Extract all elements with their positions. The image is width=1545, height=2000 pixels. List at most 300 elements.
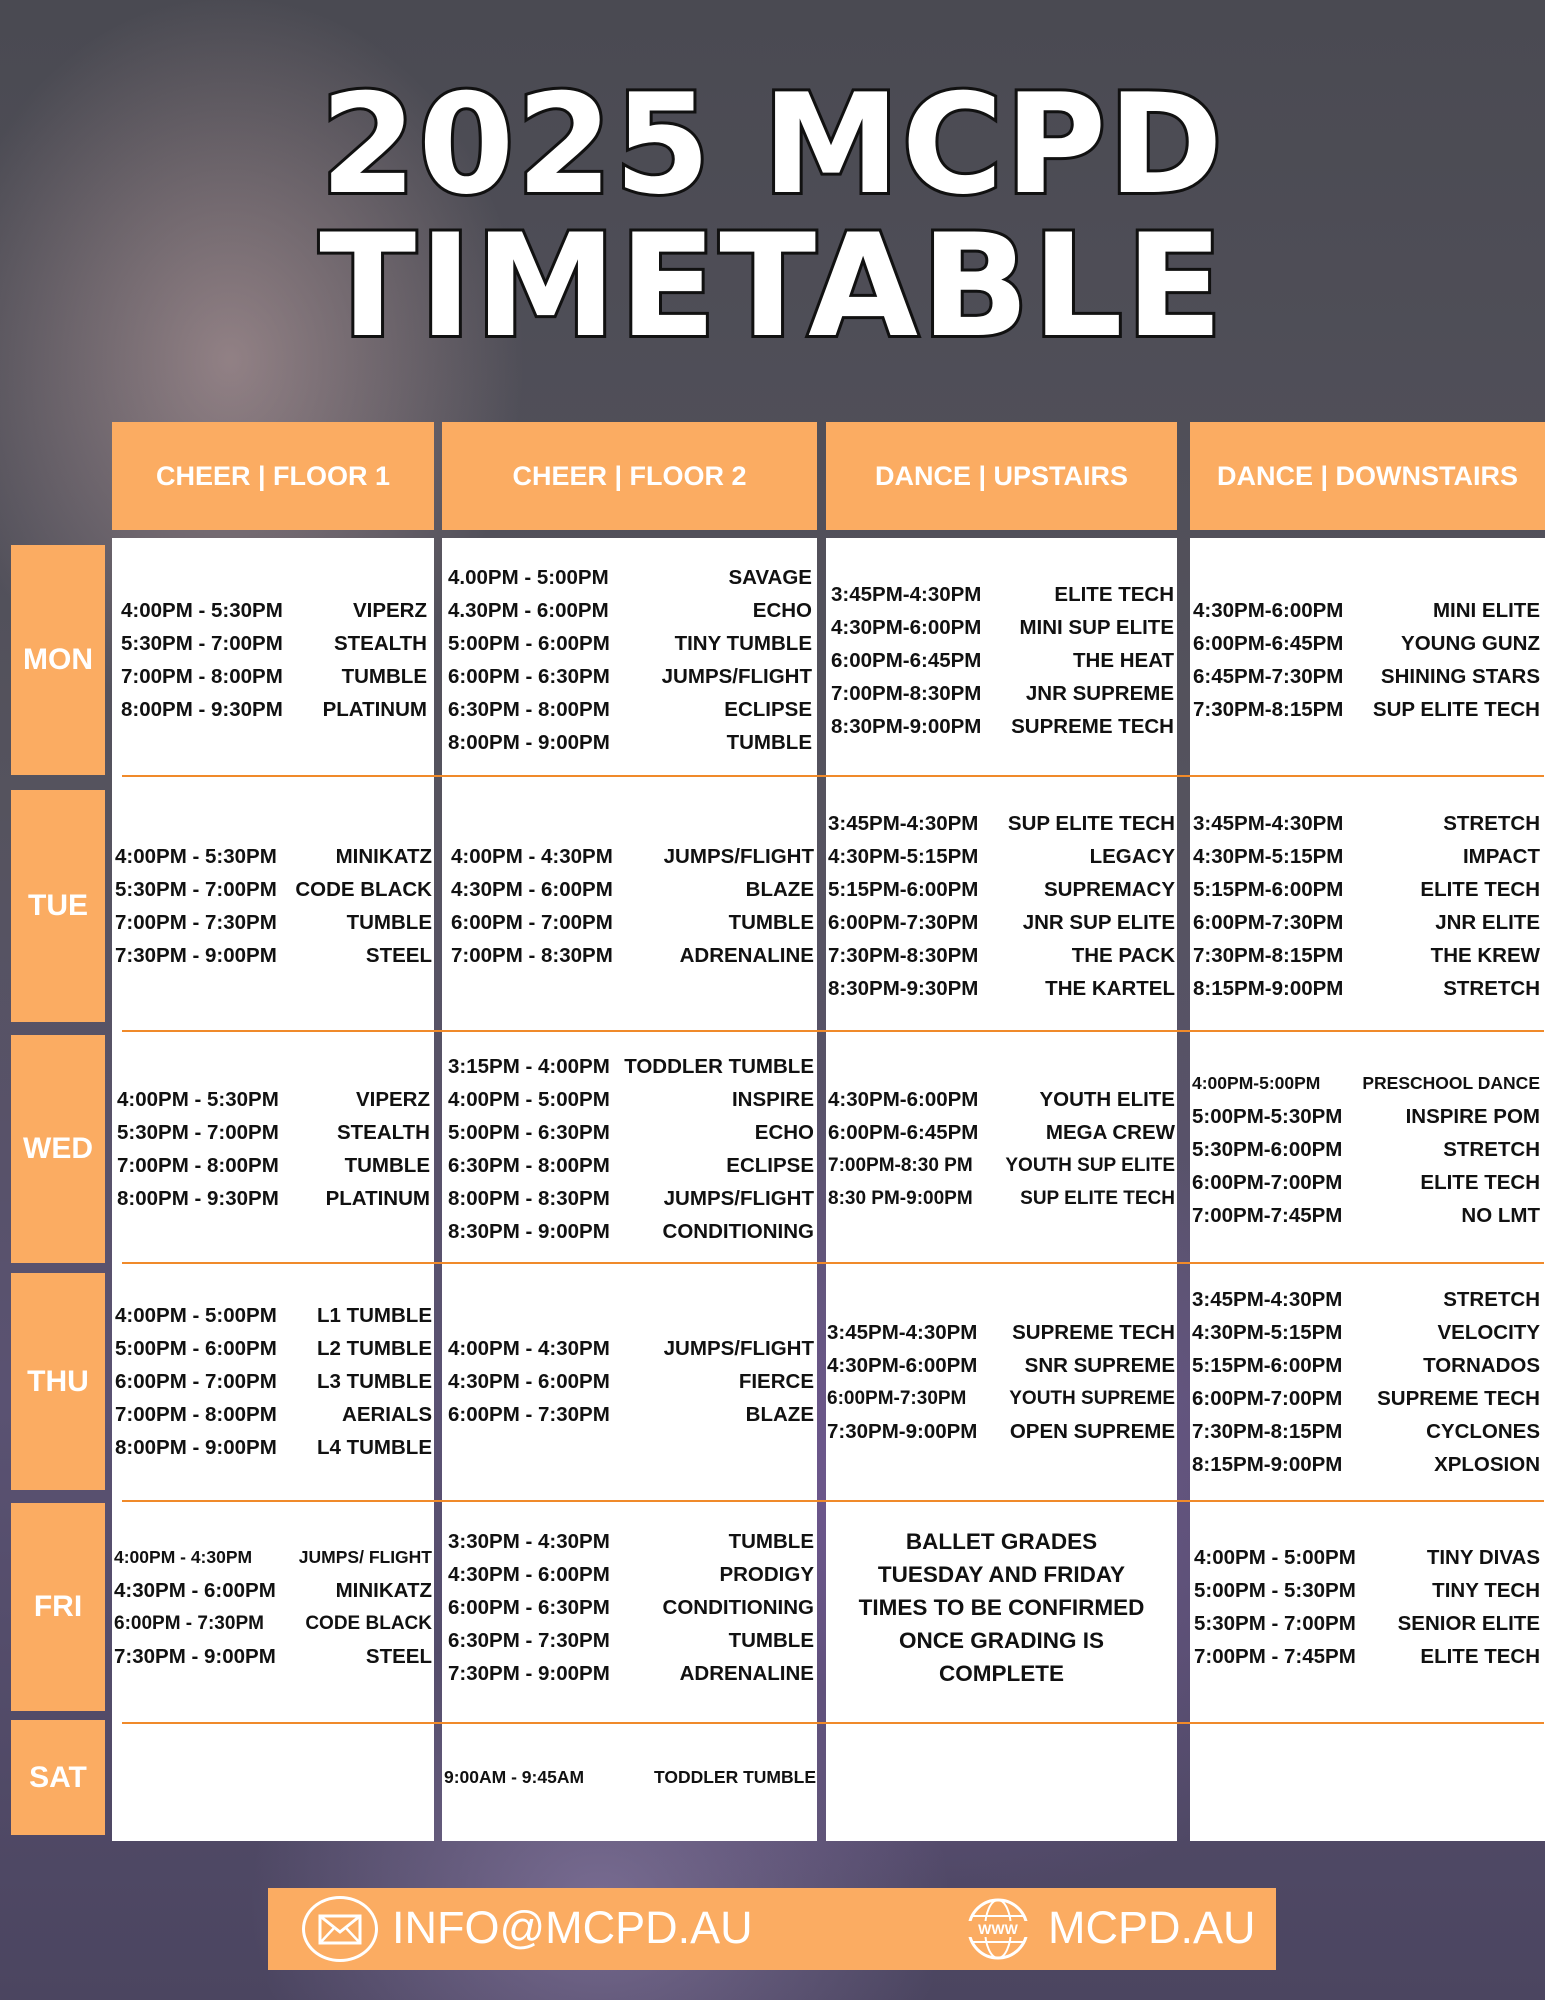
schedule-entry: [448, 693, 812, 726]
time-slot: 4:00PM - 5:00PM: [448, 1088, 610, 1111]
time-slot: 5:00PM - 6:00PM: [448, 632, 610, 655]
schedule-entry: [1192, 1316, 1540, 1349]
schedule-entry: [448, 726, 812, 759]
schedule-entry: [831, 677, 1174, 710]
class-name: MINIKATZ: [335, 1579, 432, 1602]
time-slot: 6:30PM - 8:00PM: [448, 1154, 610, 1177]
schedule-entry: [828, 1182, 1175, 1215]
thu-cheer-floor-2: [448, 1273, 814, 1490]
time-slot: 7:00PM-7:45PM: [1192, 1203, 1343, 1227]
schedule-entry: [828, 972, 1175, 1005]
schedule-entry: [121, 594, 427, 627]
class-name: L4 TUMBLE: [316, 1436, 432, 1459]
time-slot: 7:00PM - 8:30PM: [451, 944, 613, 967]
class-name: SNR SUPREME: [1024, 1353, 1175, 1377]
schedule-entry: [1192, 1349, 1540, 1382]
schedule-entry: [451, 873, 814, 906]
time-slot: 7:30PM-8:30PM: [828, 944, 979, 967]
schedule-entry: [1192, 1448, 1540, 1481]
time-slot: 8:30PM-9:00PM: [831, 714, 982, 738]
schedule-entry: [1193, 906, 1540, 939]
schedule-entry: [1192, 1415, 1540, 1448]
class-name: YOUTH SUPREME: [1009, 1387, 1175, 1409]
time-slot: 7:00PM - 7:45PM: [1194, 1645, 1356, 1668]
schedule-entry: [831, 644, 1174, 677]
class-name: CODE BLACK: [295, 878, 432, 901]
time-slot: 6:45PM-7:30PM: [1193, 665, 1344, 688]
time-slot: 4:30PM - 6:00PM: [448, 1562, 610, 1586]
class-name: L3 TUMBLE: [316, 1370, 432, 1393]
day-header-mon: MON: [11, 545, 105, 775]
time-slot: 5:00PM-5:30PM: [1192, 1104, 1343, 1128]
class-name: FIERCE: [738, 1370, 814, 1393]
contact-footer: [268, 1888, 1276, 1970]
class-name: TUMBLE: [728, 911, 814, 934]
time-slot: 8:00PM - 9:30PM: [117, 1187, 279, 1210]
envelope-icon: [302, 1896, 378, 1962]
class-name: ADRENALINE: [679, 944, 814, 967]
schedule-entry: [448, 1398, 814, 1431]
time-slot: 4:00PM - 5:30PM: [115, 845, 277, 868]
globe-www-icon: [960, 1896, 1036, 1962]
class-name: INSPIRE: [731, 1088, 814, 1111]
class-name: THE HEAT: [1073, 648, 1174, 672]
class-name: SUPREME TECH: [1012, 1320, 1175, 1344]
time-slot: 4:30PM-5:15PM: [1192, 1320, 1343, 1344]
schedule-entry: [115, 1431, 432, 1464]
time-slot: 4:30PM-5:15PM: [1193, 845, 1344, 868]
time-slot: 6:00PM-6:45PM: [831, 648, 982, 672]
row-divider: [122, 775, 1544, 777]
time-slot: 9:00AM - 9:45AM: [444, 1766, 585, 1787]
class-name: SHINING STARS: [1380, 665, 1540, 688]
row-divider: [122, 1722, 1544, 1724]
schedule-entry: [1193, 840, 1540, 873]
schedule-entry: [121, 627, 427, 660]
time-slot: 8:30PM-9:30PM: [828, 977, 979, 1000]
wed-dance-downstairs: [1192, 1035, 1540, 1263]
schedule-entry: [115, 1365, 432, 1398]
thu-cheer-floor-1: [115, 1273, 432, 1490]
schedule-entry: [1194, 1640, 1540, 1673]
class-name: STEEL: [365, 944, 432, 967]
time-slot: 4.00PM - 5:00PM: [448, 566, 609, 589]
tue-cheer-floor-2: [451, 790, 814, 1022]
time-slot: 5:00PM - 6:30PM: [448, 1121, 610, 1144]
class-name: JUMPS/FLIGHT: [661, 665, 812, 688]
time-slot: 8:15PM-9:00PM: [1192, 1452, 1343, 1476]
fri-dance-downstairs: [1194, 1503, 1540, 1711]
schedule-entry: [117, 1116, 430, 1149]
time-slot: 7:30PM-8:15PM: [1193, 698, 1344, 721]
schedule-entry: [1193, 594, 1540, 627]
class-name: MEGA CREW: [1045, 1121, 1175, 1144]
class-name: STEALTH: [336, 1121, 430, 1144]
class-name: PLATINUM: [325, 1187, 430, 1210]
class-name: MINIKATZ: [335, 845, 432, 868]
schedule-entry: [827, 1316, 1175, 1349]
tue-dance-downstairs: [1193, 790, 1540, 1022]
class-name: ECLIPSE: [724, 698, 812, 721]
schedule-entry: [1194, 1574, 1540, 1607]
time-slot: 4:00PM - 4:30PM: [451, 845, 613, 868]
class-name: SENIOR ELITE: [1397, 1612, 1540, 1635]
title-line-1: 2025 MCPD: [320, 64, 1225, 225]
schedule-entry: [448, 660, 812, 693]
time-slot: 8:30 PM-9:00PM: [828, 1188, 973, 1209]
time-slot: 4:00PM - 4:30PM: [114, 1547, 253, 1567]
schedule-entry: [444, 1761, 816, 1794]
schedule-entry: [115, 906, 432, 939]
time-slot: 3:45PM-4:30PM: [828, 812, 979, 835]
time-slot: 4:00PM - 5:30PM: [117, 1088, 279, 1111]
class-name: ELITE TECH: [1054, 582, 1174, 606]
class-name: STRETCH: [1443, 977, 1540, 1000]
schedule-entry: [828, 873, 1175, 906]
time-slot: 4:30PM - 6:00PM: [114, 1579, 276, 1602]
class-name: STEALTH: [333, 632, 427, 655]
schedule-entry: [117, 1083, 430, 1116]
schedule-entry: [115, 1398, 432, 1431]
time-slot: 7:30PM - 9:00PM: [115, 944, 277, 967]
website-link[interactable]: MCPD.AU: [1048, 1902, 1256, 1953]
schedule-entry: [121, 693, 427, 726]
time-slot: 7:30PM - 9:00PM: [448, 1661, 610, 1685]
class-name: STRETCH: [1443, 1137, 1540, 1161]
class-name: BLAZE: [745, 878, 814, 901]
day-header-wed: WED: [11, 1035, 105, 1263]
time-slot: 6:30PM - 8:00PM: [448, 698, 610, 721]
class-name: ECLIPSE: [726, 1154, 814, 1177]
time-slot: 8:30PM - 9:00PM: [448, 1220, 610, 1243]
schedule-entry: [114, 1640, 432, 1673]
class-name: TUMBLE: [728, 1628, 814, 1652]
schedule-entry: [827, 1415, 1175, 1448]
class-name: SUPREME TECH: [1377, 1386, 1540, 1410]
schedule-entry: [448, 1083, 814, 1116]
class-name: JUMPS/FLIGHT: [663, 1187, 814, 1210]
time-slot: 6:00PM-6:45PM: [828, 1121, 979, 1144]
time-slot: 6:00PM-7:30PM: [827, 1387, 967, 1409]
time-slot: 5:30PM-6:00PM: [1192, 1137, 1343, 1161]
schedule-entry: [1192, 1199, 1540, 1232]
schedule-entry: [828, 1083, 1175, 1116]
schedule-entry: [1192, 1283, 1540, 1316]
mon-cheer-floor-2: [448, 545, 812, 775]
day-header-fri: FRI: [11, 1503, 105, 1711]
schedule-entry: [828, 1116, 1175, 1149]
class-name: ELITE TECH: [1420, 1170, 1540, 1194]
schedule-entry: [115, 1299, 432, 1332]
schedule-entry: [1193, 627, 1540, 660]
schedule-entry: [114, 1607, 432, 1640]
time-slot: 7:00PM-8:30 PM: [828, 1155, 973, 1176]
wed-cheer-floor-1: [117, 1035, 430, 1263]
schedule-entry: [1192, 1166, 1540, 1199]
class-name: JNR SUPREME: [1025, 681, 1174, 705]
class-name: STEEL: [365, 1645, 432, 1668]
column-header-dance-upstairs: DANCE | UPSTAIRS: [826, 422, 1177, 530]
schedule-entry: [451, 840, 814, 873]
time-slot: 7:00PM - 7:30PM: [115, 911, 277, 934]
time-slot: 7:30PM-8:15PM: [1193, 944, 1344, 967]
class-name: CONDITIONING: [662, 1595, 814, 1619]
class-name: TINY TUMBLE: [674, 632, 812, 655]
schedule-entry: [1192, 1100, 1540, 1133]
time-slot: 4:30PM-6:00PM: [827, 1353, 978, 1377]
time-slot: 8:00PM - 9:00PM: [448, 731, 610, 754]
schedule-entry: [1192, 1133, 1540, 1166]
class-name: ECHO: [752, 599, 812, 622]
class-name: TUMBLE: [726, 731, 812, 754]
class-name: ELITE TECH: [1420, 1645, 1540, 1668]
time-slot: 4:00PM - 5:30PM: [121, 599, 283, 622]
schedule-entry: [828, 939, 1175, 972]
class-name: YOUTH SUP ELITE: [1005, 1155, 1175, 1176]
time-slot: 5:30PM - 7:00PM: [1194, 1612, 1356, 1635]
time-slot: 5:15PM-6:00PM: [1193, 878, 1344, 901]
day-header-tue: TUE: [11, 790, 105, 1022]
schedule-entry: [448, 1050, 814, 1083]
schedule-entry: [448, 1332, 814, 1365]
time-slot: 5:30PM - 7:00PM: [117, 1121, 279, 1144]
class-name: L1 TUMBLE: [316, 1304, 432, 1327]
schedule-entry: [448, 1525, 814, 1558]
schedule-entry: [828, 807, 1175, 840]
schedule-entry: [115, 873, 432, 906]
class-name: THE PACK: [1071, 944, 1175, 967]
schedule-entry: [115, 840, 432, 873]
class-name: YOUNG GUNZ: [1401, 632, 1540, 655]
class-name: TUMBLE: [728, 1529, 814, 1553]
time-slot: 8:00PM - 9:00PM: [115, 1436, 277, 1459]
class-name: VELOCITY: [1437, 1320, 1540, 1344]
schedule-entry: [448, 1116, 814, 1149]
time-slot: 3:45PM-4:30PM: [1192, 1287, 1343, 1311]
schedule-entry: [448, 627, 812, 660]
schedule-entry: [117, 1149, 430, 1182]
schedule-entry: [1192, 1382, 1540, 1415]
schedule-entry: [448, 1365, 814, 1398]
class-name: CODE BLACK: [305, 1613, 432, 1634]
time-slot: 5:30PM - 7:00PM: [115, 878, 277, 901]
schedule-entry: [1193, 972, 1540, 1005]
schedule-entry: [451, 906, 814, 939]
time-slot: 8:15PM-9:00PM: [1193, 977, 1344, 1000]
schedule-entry: [827, 1382, 1175, 1415]
time-slot: 3:45PM-4:30PM: [831, 582, 982, 606]
schedule-entry: [448, 1624, 814, 1657]
schedule-entry: [448, 561, 812, 594]
time-slot: 6:00PM-7:30PM: [828, 911, 979, 934]
class-name: CONDITIONING: [662, 1220, 814, 1243]
schedule-entry: [115, 1332, 432, 1365]
time-slot: 6:00PM - 7:00PM: [451, 911, 613, 934]
time-slot: 4:00PM-5:00PM: [1192, 1072, 1321, 1093]
fri-cheer-floor-2: [448, 1503, 814, 1711]
schedule-entry: [448, 1182, 814, 1215]
time-slot: 7:00PM - 8:00PM: [117, 1154, 279, 1177]
schedule-entry: [827, 1349, 1175, 1382]
fri-dance-upstairs-note: [830, 1503, 1173, 1711]
column-header-cheer-floor-1: CHEER | FLOOR 1: [112, 422, 434, 530]
time-slot: 6:30PM - 7:30PM: [448, 1628, 610, 1652]
class-name: LEGACY: [1089, 845, 1175, 868]
class-name: TODDLER TUMBLE: [653, 1766, 816, 1787]
schedule-entry: [831, 578, 1174, 611]
class-name: PRODIGY: [719, 1562, 814, 1586]
schedule-entry: [1194, 1541, 1540, 1574]
time-slot: 4:30PM-5:15PM: [828, 845, 979, 868]
ballet-note-line: BALLET GRADES: [905, 1528, 1098, 1554]
time-slot: 5:15PM-6:00PM: [828, 878, 979, 901]
email-link[interactable]: INFO@MCPD.AU: [392, 1902, 753, 1953]
day-header-thu: THU: [11, 1273, 105, 1490]
time-slot: 5:15PM-6:00PM: [1192, 1353, 1343, 1377]
class-name: BLAZE: [745, 1403, 814, 1426]
time-slot: 3:45PM-4:30PM: [827, 1320, 978, 1344]
schedule-entry: [121, 660, 427, 693]
class-name: THE KREW: [1430, 944, 1540, 967]
tue-cheer-floor-1: [115, 790, 432, 1022]
schedule-entry: [831, 710, 1174, 743]
class-name: ELITE TECH: [1420, 878, 1540, 901]
class-name: CYCLONES: [1426, 1419, 1540, 1443]
time-slot: 3:30PM - 4:30PM: [448, 1529, 610, 1553]
ballet-note-line: ONCE GRADING IS: [898, 1627, 1105, 1653]
time-slot: 4:30PM-6:00PM: [1193, 599, 1344, 622]
class-name: PRESCHOOL DANCE: [1362, 1072, 1540, 1093]
ballet-note-line: TIMES TO BE CONFIRMED: [858, 1594, 1145, 1620]
class-name: TUMBLE: [341, 665, 427, 688]
schedule-entry: [828, 906, 1175, 939]
schedule-entry: [1192, 1067, 1540, 1100]
schedule-entry: [448, 1215, 814, 1248]
time-slot: 7:00PM - 8:00PM: [121, 665, 283, 688]
time-slot: 4:00PM - 5:00PM: [115, 1304, 277, 1327]
class-name: JUMPS/FLIGHT: [663, 845, 814, 868]
schedule-entry: [828, 840, 1175, 873]
class-name: SUP ELITE TECH: [1372, 698, 1540, 721]
wed-dance-upstairs: [828, 1035, 1175, 1263]
thu-dance-downstairs: [1192, 1273, 1540, 1490]
mon-dance-downstairs: [1193, 545, 1540, 775]
time-slot: 6:00PM - 7:30PM: [114, 1613, 264, 1634]
sat-cheer-floor-2: [444, 1722, 816, 1832]
schedule-entry: [448, 1558, 814, 1591]
class-name: TUMBLE: [346, 911, 432, 934]
time-slot: 5:30PM - 7:00PM: [121, 632, 283, 655]
schedule-entry: [115, 939, 432, 972]
time-slot: 7:30PM-9:00PM: [827, 1419, 978, 1443]
time-slot: 6:00PM-7:30PM: [1193, 911, 1344, 934]
mon-dance-upstairs: [831, 545, 1174, 775]
schedule-entry: [1193, 807, 1540, 840]
time-slot: 6:00PM-7:00PM: [1192, 1170, 1343, 1194]
class-name: AERIALS: [342, 1403, 432, 1426]
class-name: XPLOSION: [1434, 1452, 1540, 1476]
time-slot: 8:00PM - 9:30PM: [121, 698, 283, 721]
class-name: TINY TECH: [1432, 1579, 1540, 1602]
class-name: TODDLER TUMBLE: [624, 1055, 814, 1078]
class-name: SUPREME TECH: [1011, 714, 1174, 738]
time-slot: 5:00PM - 6:00PM: [115, 1337, 277, 1360]
time-slot: 5:00PM - 5:30PM: [1194, 1579, 1356, 1602]
time-slot: 4:30PM-6:00PM: [828, 1088, 979, 1111]
column-header-cheer-floor-2: CHEER | FLOOR 2: [442, 422, 817, 530]
class-name: ADRENALINE: [679, 1661, 814, 1685]
class-name: THE KARTEL: [1045, 977, 1175, 1000]
class-name: ECHO: [754, 1121, 814, 1144]
time-slot: 7:30PM-8:15PM: [1192, 1419, 1343, 1443]
class-name: JUMPS/FLIGHT: [663, 1337, 814, 1360]
class-name: VIPERZ: [355, 1088, 430, 1111]
time-slot: 6:00PM - 7:00PM: [115, 1370, 277, 1393]
class-name: OPEN SUPREME: [1009, 1419, 1175, 1443]
schedule-entry: [1193, 660, 1540, 693]
class-name: TORNADOS: [1423, 1353, 1540, 1377]
schedule-entry: [117, 1182, 430, 1215]
wed-cheer-floor-2: [448, 1035, 814, 1263]
class-name: SUP ELITE TECH: [1020, 1188, 1175, 1209]
schedule-entry: [448, 1591, 814, 1624]
time-slot: 6:00PM - 7:30PM: [448, 1403, 610, 1426]
ballet-note-line: TUESDAY AND FRIDAY: [877, 1561, 1126, 1587]
row-divider: [122, 1030, 1544, 1032]
time-slot: 4:30PM - 6:00PM: [451, 878, 613, 901]
time-slot: 7:30PM - 9:00PM: [114, 1645, 276, 1668]
day-header-sat: SAT: [11, 1720, 105, 1835]
time-slot: 6:00PM - 6:30PM: [448, 665, 610, 688]
mon-cheer-floor-1: [121, 545, 427, 775]
time-slot: 4:00PM - 5:00PM: [1194, 1546, 1356, 1569]
tue-dance-upstairs: [828, 790, 1175, 1022]
class-name: MINI ELITE: [1432, 599, 1540, 622]
row-divider: [122, 1500, 1544, 1502]
schedule-entry: [448, 1149, 814, 1182]
time-slot: 6:00PM-7:00PM: [1192, 1386, 1343, 1410]
schedule-entry: [1193, 873, 1540, 906]
time-slot: 4:00PM - 4:30PM: [448, 1337, 610, 1360]
ballet-note-line: COMPLETE: [938, 1660, 1064, 1686]
schedule-entry: [114, 1541, 432, 1574]
time-slot: 4.30PM - 6:00PM: [448, 599, 609, 622]
schedule-entry: [448, 594, 812, 627]
time-slot: 7:00PM-8:30PM: [831, 681, 982, 705]
time-slot: 3:45PM-4:30PM: [1193, 812, 1344, 835]
title-line-2: TIMETABLE: [319, 204, 1226, 369]
class-name: STRETCH: [1443, 1287, 1540, 1311]
schedule-entry: [1193, 693, 1540, 726]
time-slot: 7:00PM - 8:00PM: [115, 1403, 277, 1426]
class-name: STRETCH: [1443, 812, 1540, 835]
schedule-entry: [451, 939, 814, 972]
class-name: IMPACT: [1462, 845, 1540, 868]
schedule-entry: [1193, 939, 1540, 972]
class-name: MINI SUP ELITE: [1019, 615, 1174, 639]
class-name: SUPREMACY: [1044, 878, 1175, 901]
schedule-entry: [448, 1657, 814, 1690]
thu-dance-upstairs: [827, 1273, 1175, 1490]
class-name: NO LMT: [1461, 1203, 1540, 1227]
time-slot: 8:00PM - 8:30PM: [448, 1187, 610, 1210]
class-name: JUMPS/ FLIGHT: [298, 1547, 432, 1567]
schedule-entry: [114, 1574, 432, 1607]
schedule-entry: [831, 611, 1174, 644]
time-slot: 4:30PM-6:00PM: [831, 615, 982, 639]
class-name: L2 TUMBLE: [316, 1337, 432, 1360]
class-name: PLATINUM: [322, 698, 427, 721]
